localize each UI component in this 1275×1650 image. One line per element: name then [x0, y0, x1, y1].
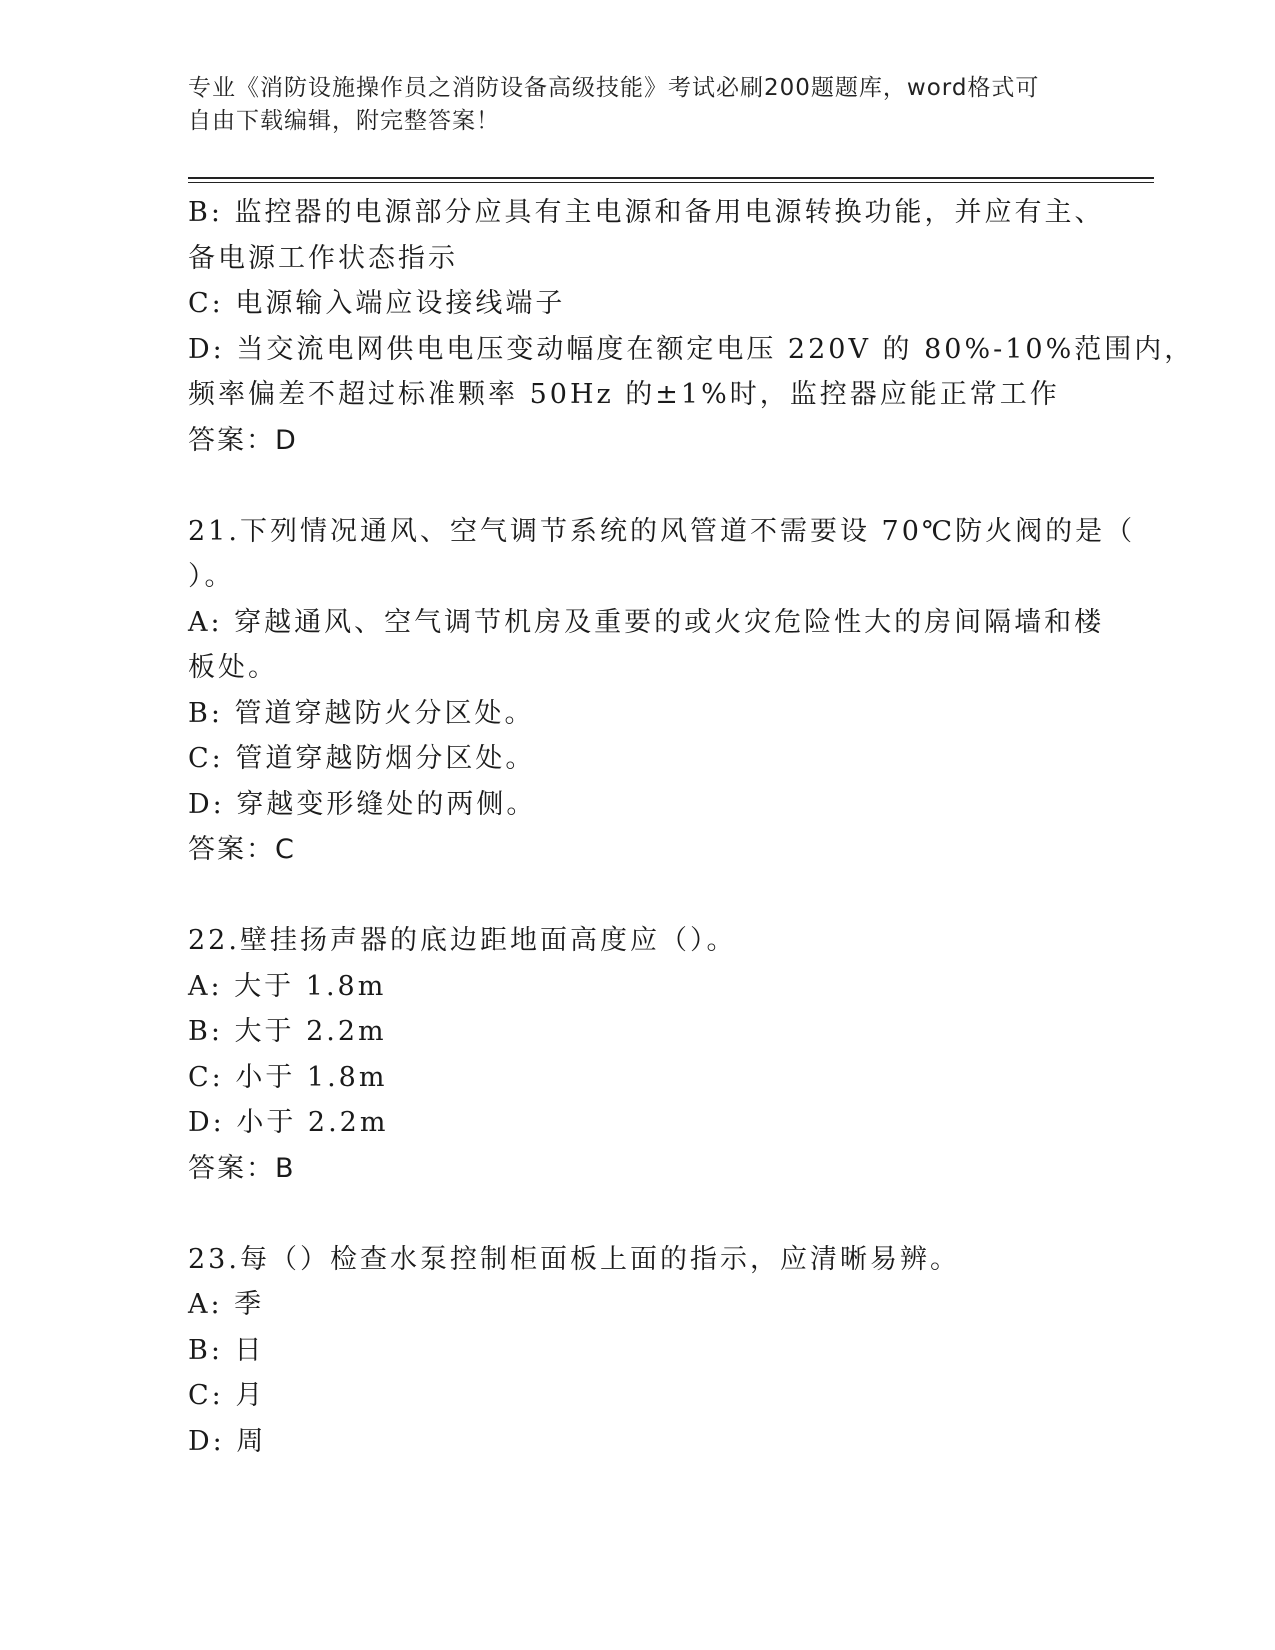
- spacer: [188, 1191, 1088, 1237]
- option-b: B: 日: [188, 1334, 265, 1366]
- spacer: [188, 463, 1088, 509]
- option-b: B: 管道穿越防火分区处。: [188, 697, 535, 729]
- answer: 答案：B: [188, 1152, 296, 1184]
- question-23: [188, 1237, 1088, 1465]
- option-b: B: 大于 2.2m: [188, 1016, 387, 1047]
- question-20-continued: [188, 190, 1195, 463]
- question-21: [188, 509, 1136, 873]
- option-a: A: 大于 1.8m: [188, 970, 387, 1002]
- question-stem: 22.壁挂扬声器的底边距地面高度应（）。: [188, 925, 737, 956]
- option-d: D: 小于 2.2m: [188, 1107, 389, 1138]
- option-b-line-2: 备电源工作状态指示: [188, 242, 458, 274]
- option-c: C: 管道穿越防烟分区处。: [188, 743, 536, 774]
- question-stem-line-2: ）。: [188, 561, 235, 592]
- question-content: [188, 190, 1195, 1464]
- question-stem-line-1: 21.下列情况通风、空气调节系统的风管道不需要设 70℃防火阀的是（: [188, 515, 1136, 547]
- question-22: [188, 918, 1088, 1191]
- option-c: C: 电源输入端应设接线端子: [188, 288, 566, 319]
- header-line-2: 自由下载编辑，附完整答案！: [188, 108, 500, 134]
- option-d: D: 周: [188, 1425, 267, 1457]
- question-stem: 23.每（）检查水泵控制柜面板上面的指示，应清晰易辨。: [188, 1243, 960, 1275]
- option-c: C: 月: [188, 1380, 266, 1411]
- spacer: [188, 873, 1088, 919]
- option-a-line-1: A: 穿越通风、空气调节机房及重要的或火灾危险性大的房间隔墙和楼: [188, 606, 1105, 638]
- option-a-line-2: 板处。: [188, 652, 278, 683]
- option-d: D: 穿越变形缝处的两侧。: [188, 788, 537, 820]
- option-c: C: 小于 1.8m: [188, 1061, 388, 1093]
- header-divider-thick: [188, 177, 1154, 179]
- header-divider-thin: [188, 182, 1154, 183]
- option-b-line-1: B: 监控器的电源部分应具有主电源和备用电源转换功能，并应有主、: [188, 197, 1105, 228]
- option-a: A: 季: [188, 1289, 265, 1320]
- answer: 答案：D: [188, 424, 298, 456]
- page-header: [188, 72, 1068, 138]
- option-d-line-2: 频率偏差不超过标准颗率 50Hz 的±1%时，监控器应能正常工作: [188, 379, 1060, 410]
- header-line-1: 专业《消防设施操作员之消防设备高级技能》考试必刷200题题库，word格式可: [188, 75, 1040, 101]
- answer: 答案：C: [188, 834, 296, 865]
- option-d-line-1: D: 当交流电网供电电压变动幅度在额定电压 220V 的 80%-10%范围内，: [188, 333, 1195, 365]
